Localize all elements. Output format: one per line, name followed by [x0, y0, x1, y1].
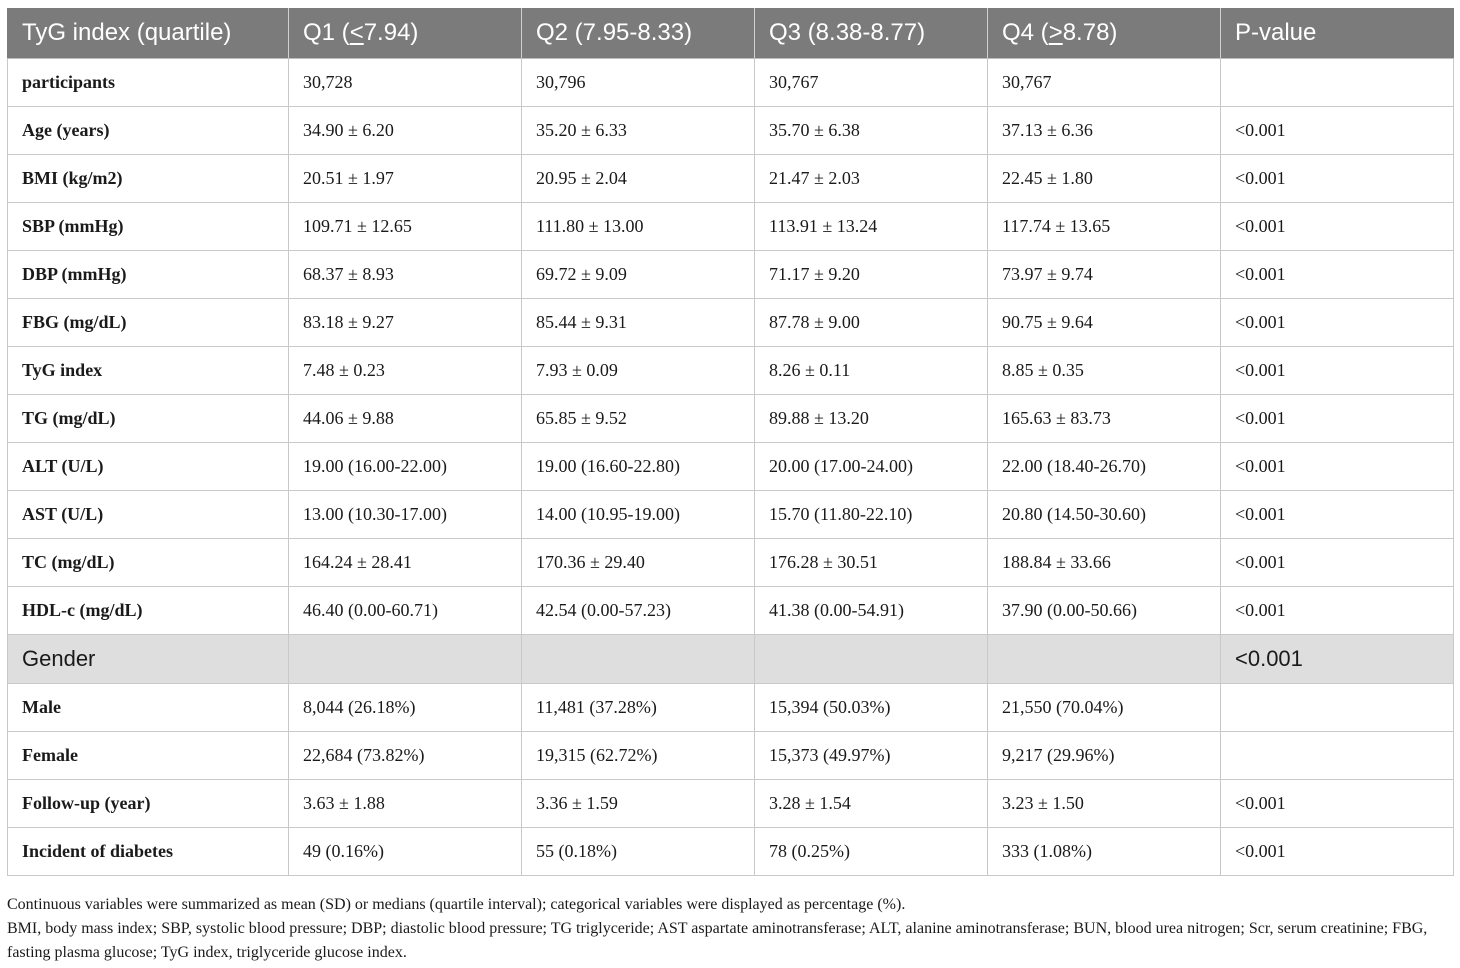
- quartile-cell-q2: 14.00 (10.95-19.00): [522, 491, 755, 539]
- p-value-cell: <0.001: [1221, 587, 1454, 635]
- p-value-cell: <0.001: [1221, 395, 1454, 443]
- quartile-cell-q4: 90.75 ± 9.64: [988, 299, 1221, 347]
- header-q4-text: Q4 (>8.78): [1002, 19, 1118, 46]
- quartile-cell-q4: 8.85 ± 0.35: [988, 347, 1221, 395]
- p-value-cell: <0.001: [1221, 780, 1454, 828]
- quartile-cell-q4: 73.97 ± 9.74: [988, 251, 1221, 299]
- quartile-cell-q2: 19.00 (16.60-22.80): [522, 443, 755, 491]
- quartile-cell-q3: 176.28 ± 30.51: [755, 539, 988, 587]
- quartile-cell-q4: 22.00 (18.40-26.70): [988, 443, 1221, 491]
- quartile-cell-q3: 3.28 ± 1.54: [755, 780, 988, 828]
- table-header: [8, 8, 1454, 59]
- quartile-cell-q1: 83.18 ± 9.27: [289, 299, 522, 347]
- table-row: [8, 828, 1454, 876]
- table-row: [8, 780, 1454, 828]
- quartile-cell-q2: 55 (0.18%): [522, 828, 755, 876]
- p-value-cell: <0.001: [1221, 203, 1454, 251]
- quartile-cell-q3: 15,394 (50.03%): [755, 684, 988, 732]
- quartile-cell-q3: 15,373 (49.97%): [755, 732, 988, 780]
- row-label: TC (mg/dL): [8, 539, 289, 587]
- quartile-cell-q1: 7.48 ± 0.23: [289, 347, 522, 395]
- row-label: Age (years): [8, 107, 289, 155]
- quartile-cell-q4: 188.84 ± 33.66: [988, 539, 1221, 587]
- quartile-cell-q3: 41.38 (0.00-54.91): [755, 587, 988, 635]
- quartile-cell-q1: 13.00 (10.30-17.00): [289, 491, 522, 539]
- row-label: BMI (kg/m2): [8, 155, 289, 203]
- row-label: Follow-up (year): [8, 780, 289, 828]
- quartile-cell-q4: 37.13 ± 6.36: [988, 107, 1221, 155]
- quartile-cell-q2: 35.20 ± 6.33: [522, 107, 755, 155]
- row-label: TG (mg/dL): [8, 395, 289, 443]
- quartile-cell-q3: 20.00 (17.00-24.00): [755, 443, 988, 491]
- table-row: [8, 491, 1454, 539]
- quartile-cell-q2: 42.54 (0.00-57.23): [522, 587, 755, 635]
- quartile-cell-q1: 34.90 ± 6.20: [289, 107, 522, 155]
- row-label: DBP (mmHg): [8, 251, 289, 299]
- header-cell-q2: Q2 (7.95-8.33): [522, 8, 755, 59]
- footnote-summary: Continuous variables were summarized as mean (SD) or medians (quartile interval); categorical variables were displayed as percentage (%).: [7, 896, 906, 913]
- table-row: [8, 587, 1454, 635]
- quartile-cell-q1: 8,044 (26.18%): [289, 684, 522, 732]
- row-label: ALT (U/L): [8, 443, 289, 491]
- quartile-cell-q3: 8.26 ± 0.11: [755, 347, 988, 395]
- p-value-cell: <0.001: [1221, 539, 1454, 587]
- quartile-cell-q2: 65.85 ± 9.52: [522, 395, 755, 443]
- quartile-cell-q2: 111.80 ± 13.00: [522, 203, 755, 251]
- quartile-cell-q3: 21.47 ± 2.03: [755, 155, 988, 203]
- table-row: [8, 539, 1454, 587]
- quartile-cell-q1: 22,684 (73.82%): [289, 732, 522, 780]
- table-row: [8, 684, 1454, 732]
- quartile-cell-q2: [522, 635, 755, 684]
- quartile-cell-q4: 37.90 (0.00-50.66): [988, 587, 1221, 635]
- p-value-cell: <0.001: [1221, 491, 1454, 539]
- p-value-cell: <0.001: [1221, 299, 1454, 347]
- row-label: Incident of diabetes: [8, 828, 289, 876]
- quartile-cell-q1: [289, 635, 522, 684]
- quartile-cell-q2: 20.95 ± 2.04: [522, 155, 755, 203]
- table-row: [8, 299, 1454, 347]
- quartile-cell-q3: 30,767: [755, 59, 988, 107]
- header-cell-q4: [988, 8, 1221, 59]
- quartile-cell-q3: 35.70 ± 6.38: [755, 107, 988, 155]
- p-value-cell: <0.001: [1221, 251, 1454, 299]
- row-label: HDL-c (mg/dL): [8, 587, 289, 635]
- quartile-cell-q4: 165.63 ± 83.73: [988, 395, 1221, 443]
- quartile-cell-q1: 109.71 ± 12.65: [289, 203, 522, 251]
- quartile-cell-q3: 87.78 ± 9.00: [755, 299, 988, 347]
- quartile-cell-q4: 30,767: [988, 59, 1221, 107]
- table-row: [8, 732, 1454, 780]
- p-value-cell: [1221, 59, 1454, 107]
- quartile-cell-q4: 3.23 ± 1.50: [988, 780, 1221, 828]
- table-row: [8, 203, 1454, 251]
- quartile-cell-q4: [988, 635, 1221, 684]
- row-label: FBG (mg/dL): [8, 299, 289, 347]
- quartile-cell-q2: 11,481 (37.28%): [522, 684, 755, 732]
- table-body: [8, 59, 1454, 876]
- footnote-abbreviations: BMI, body mass index; SBP, systolic blood pressure; DBP; diastolic blood pressure; TG triglyceride; AST aspartate aminotransferase; ALT, alanine aminotransferase; BUN, blood urea nitrogen; Scr, serum creatinine; FBG, fasting plasma glucose; TyG index, triglyceride glucose index.: [7, 920, 1428, 961]
- quartile-cell-q1: 44.06 ± 9.88: [289, 395, 522, 443]
- p-value-cell: <0.001: [1221, 107, 1454, 155]
- quartile-cell-q3: 113.91 ± 13.24: [755, 203, 988, 251]
- row-label: AST (U/L): [8, 491, 289, 539]
- p-value-cell: <0.001: [1221, 635, 1454, 684]
- table-row: [8, 59, 1454, 107]
- quartile-cell-q4: 333 (1.08%): [988, 828, 1221, 876]
- p-value-cell: [1221, 732, 1454, 780]
- quartile-cell-q3: 15.70 (11.80-22.10): [755, 491, 988, 539]
- table-row: [8, 107, 1454, 155]
- row-label: TyG index: [8, 347, 289, 395]
- table-row: [8, 443, 1454, 491]
- quartile-cell-q1: 3.63 ± 1.88: [289, 780, 522, 828]
- row-label: Gender: [8, 635, 289, 684]
- quartile-cell-q1: 49 (0.16%): [289, 828, 522, 876]
- p-value-cell: [1221, 684, 1454, 732]
- quartile-cell-q3: [755, 635, 988, 684]
- row-label: participants: [8, 59, 289, 107]
- p-value-cell: <0.001: [1221, 347, 1454, 395]
- row-label: SBP (mmHg): [8, 203, 289, 251]
- quartile-cell-q4: 20.80 (14.50-30.60): [988, 491, 1221, 539]
- quartile-cell-q1: 46.40 (0.00-60.71): [289, 587, 522, 635]
- quartile-cell-q1: 30,728: [289, 59, 522, 107]
- table-row: [8, 395, 1454, 443]
- quartile-cell-q2: 7.93 ± 0.09: [522, 347, 755, 395]
- quartile-cell-q4: 22.45 ± 1.80: [988, 155, 1221, 203]
- quartile-cell-q2: 19,315 (62.72%): [522, 732, 755, 780]
- quartile-cell-q1: 19.00 (16.00-22.00): [289, 443, 522, 491]
- table-row: [8, 251, 1454, 299]
- header-cell-tyg-quartile: TyG index (quartile): [8, 8, 289, 59]
- baseline-characteristics-table: [7, 8, 1454, 876]
- table-row: [8, 155, 1454, 203]
- section-row: [8, 635, 1454, 684]
- quartile-cell-q2: 85.44 ± 9.31: [522, 299, 755, 347]
- quartile-cell-q2: 3.36 ± 1.59: [522, 780, 755, 828]
- quartile-cell-q1: 68.37 ± 8.93: [289, 251, 522, 299]
- row-label: Female: [8, 732, 289, 780]
- p-value-cell: <0.001: [1221, 155, 1454, 203]
- quartile-cell-q1: 164.24 ± 28.41: [289, 539, 522, 587]
- row-label: Male: [8, 684, 289, 732]
- quartile-cell-q4: 117.74 ± 13.65: [988, 203, 1221, 251]
- header-cell-q1: [289, 8, 522, 59]
- p-value-cell: <0.001: [1221, 828, 1454, 876]
- quartile-cell-q4: 9,217 (29.96%): [988, 732, 1221, 780]
- quartile-cell-q2: 30,796: [522, 59, 755, 107]
- header-cell-p-value: P-value: [1221, 8, 1454, 59]
- quartile-cell-q2: 170.36 ± 29.40: [522, 539, 755, 587]
- quartile-cell-q1: 20.51 ± 1.97: [289, 155, 522, 203]
- header-cell-q3: Q3 (8.38-8.77): [755, 8, 988, 59]
- quartile-cell-q3: 78 (0.25%): [755, 828, 988, 876]
- header-q1-text: Q1 (<7.94): [303, 19, 419, 46]
- quartile-cell-q3: 71.17 ± 9.20: [755, 251, 988, 299]
- header-row: [8, 8, 1454, 59]
- data-table-container: [7, 8, 1453, 876]
- table-footnotes: [7, 893, 1453, 965]
- table-row: [8, 347, 1454, 395]
- p-value-cell: <0.001: [1221, 443, 1454, 491]
- quartile-cell-q2: 69.72 ± 9.09: [522, 251, 755, 299]
- quartile-cell-q3: 89.88 ± 13.20: [755, 395, 988, 443]
- quartile-cell-q4: 21,550 (70.04%): [988, 684, 1221, 732]
